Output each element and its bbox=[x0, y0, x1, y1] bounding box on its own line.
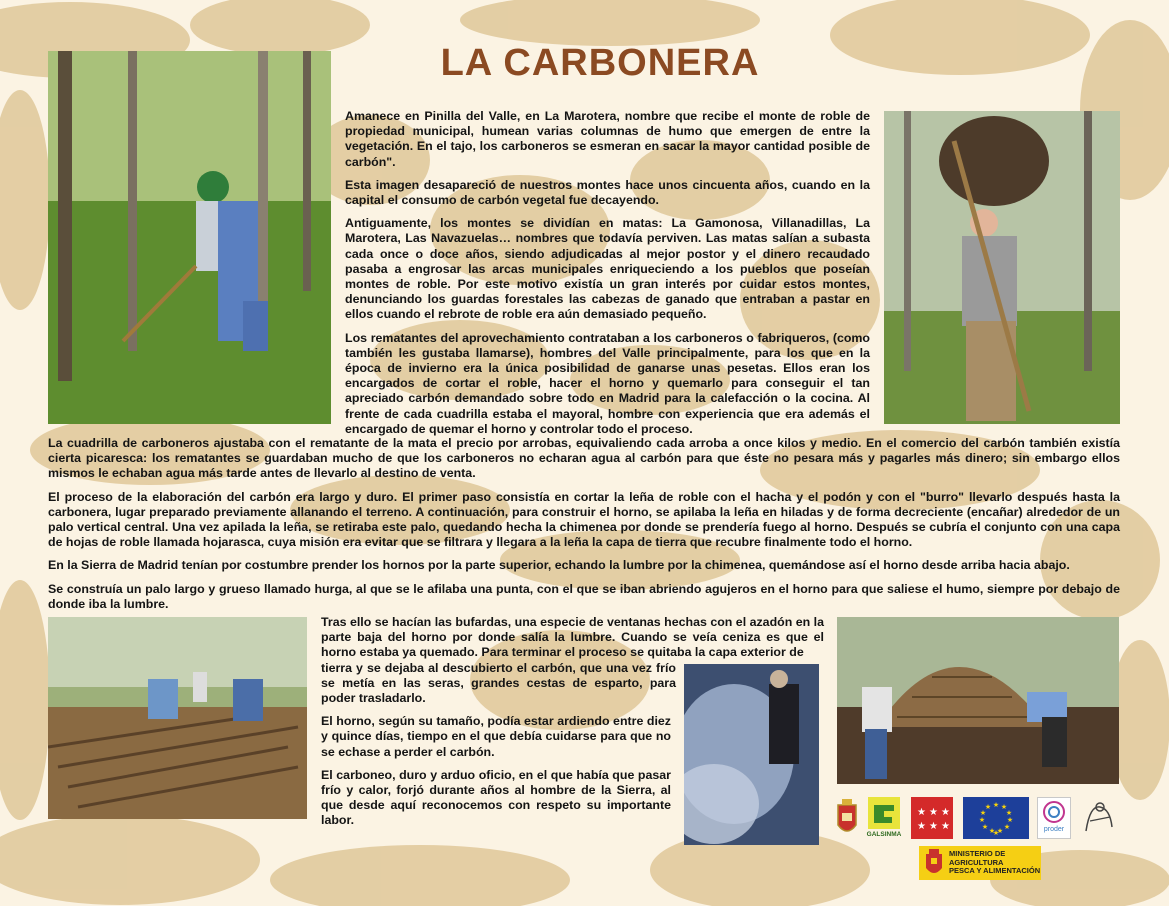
paragraph: La cuadrilla de carboneros ajustaba con el rematante de la mata el precio por arrobas, equivaliendo cada arroba a once kilos y medio. En el comercio del carbón también existía cierta picaresca: los rematantes se guardaban mucho de que los carboneros no echaran agua al carbón para que éste no pesara más y pagarles más dinero; sin embargo ellos mismos le echaban agua más tarde antes de llevarlo al destino de venta. bbox=[48, 436, 1120, 481]
paragraph: Se construía un palo largo y grueso llamado hurga, al que se le afilaba una punta, con el que se iban abriendo agujeros en el horno para que saliese el humo, siempre por debajo de donde iba la lumbre. bbox=[48, 581, 1120, 611]
photo-kiln-workers bbox=[837, 617, 1119, 784]
paragraph: El horno, según su tamaño, podía estar ardiendo entre diez y quince días, tiempo en el que debía cuidarse para que no se echase a perder el carbón. bbox=[321, 714, 671, 759]
svg-text:★: ★ bbox=[1000, 803, 1008, 811]
svg-text:★: ★ bbox=[1005, 809, 1013, 817]
svg-text:★: ★ bbox=[979, 809, 987, 817]
paragraph: Antiguamente, los montes se dividían en matas: La Gamonosa, Villanadillas, La Marotera, Las Navazuelas… nombres que todavía perviven. Las matas salían a subasta cada once o doce años, siendo adjudicadas al mejor postor y el dinero recaudado pasaba a engrosar las arcas municipales enriqueciendo a los pueblos que poseían montes de roble. Por este motivo existía un gran interés por cuidar estos montes, denunciando los guardas forestales las cabezas de ganado que entraban a pastar en ellos cuando el rebrote de roble era aún demasiado pequeño. bbox=[345, 216, 870, 322]
eu-flag-logo bbox=[963, 797, 1029, 839]
paragraph: El carboneo, duro y arduo oficio, en el que había que pasar frío y calor, forjó durante años al hombre de la Sierra, al que desde aquí reconocemos con respeto su importante labor. bbox=[321, 767, 671, 828]
text-column-top bbox=[345, 109, 870, 437]
proder-label: proder bbox=[1043, 826, 1065, 833]
ministerio-label: MINISTERIO DE AGRICULTURA PESCA Y ALIMENTACIÓN bbox=[949, 849, 1041, 876]
svg-text:★: ★ bbox=[984, 803, 992, 811]
photo-smoke-man bbox=[684, 664, 819, 845]
svg-text:★: ★ bbox=[1006, 816, 1014, 824]
figure-sketch-logo bbox=[1080, 797, 1120, 839]
paragraph: Esta imagen desapareció de nuestros montes hace unos cincuenta años, cuando en la capital el consumo de carbón vegetal fue decayendo. bbox=[345, 177, 870, 208]
ministerio-logo bbox=[919, 846, 1041, 880]
svg-text:★: ★ bbox=[917, 807, 926, 818]
svg-text:★: ★ bbox=[996, 827, 1004, 835]
svg-text:★: ★ bbox=[941, 821, 950, 832]
paragraph: Tras ello se hacían las bufardas, una especie de ventanas hechas con el azadón en la parte baja del horno por donde salía la lumbre. Cuando se veía ceniza es que el horno estaba ya quemado. Para terminar el proceso se quitaba la capa exterior de bbox=[321, 615, 824, 660]
madrid-flag-logo bbox=[911, 797, 953, 839]
photo-man-hoeing bbox=[48, 51, 331, 424]
photo-man-carrying-wood bbox=[884, 111, 1120, 424]
page-title: LA CARBONERA bbox=[440, 42, 760, 84]
text-middle-section bbox=[48, 436, 1120, 612]
paragraph: tierra y se dejaba al descubierto el carbón, que una vez frío se metía en las seras, grandes cestas de esparto, para poder trasladarlo. bbox=[321, 660, 676, 706]
galsinma-logo bbox=[866, 797, 902, 839]
svg-text:★: ★ bbox=[941, 807, 950, 818]
photo-stacked-logs-workers bbox=[48, 617, 307, 819]
svg-text:★: ★ bbox=[929, 807, 938, 818]
svg-text:★: ★ bbox=[1003, 823, 1011, 831]
town-crest-logo bbox=[836, 799, 858, 839]
svg-text:★: ★ bbox=[981, 823, 989, 831]
svg-text:★: ★ bbox=[992, 801, 1000, 809]
galsinma-label: GALSINMA bbox=[866, 831, 902, 838]
svg-text:★: ★ bbox=[978, 816, 986, 824]
proder-logo bbox=[1037, 797, 1071, 839]
svg-text:★: ★ bbox=[929, 821, 938, 832]
paragraph: El proceso de la elaboración del carbón era largo y duro. El primer paso consistía en cortar la leña de roble con el hacha y el podón y con el "burro" llevarlo después hasta la carbonera, lugar preparado previamente allanando el terreno. A continuación, para construir el horno, se apilaba la leña en hiladas y de forma decreciente (encañar) alrededor de un palo vertical central. Una vez apilada la leña, se retiraba este palo, quedando hecha la chimenea por donde se prendería fuego al horno. Después se cubría el conjunto con una capa de hojas de roble llamada hojarasca, cuya misión era evitar que se filtrara y llegara a la leña la capa de tierra que recubre finalmente todo el horno. bbox=[48, 489, 1120, 550]
svg-text:★: ★ bbox=[988, 827, 996, 835]
svg-text:★: ★ bbox=[917, 821, 926, 832]
svg-text:★: ★ bbox=[992, 829, 1000, 837]
paragraph: Los rematantes del aprovechamiento contrataban a los carboneros o fabriqueros, (como también les gustaba llamarse), hombres del Valle principalmente, para los que en la época de invierno era la única posibilidad de ganarse unas pesetas. Ellos eran los encargados de cortar el roble, hacer el horno y quemarlo para conseguir el tan apreciado carbón demandado sobre todo en Madrid para la calefacción o la cocina. Al frente de cada cuadrilla estaba el mayoral, hombre con experiencia que era además el encargado de quemar el horno y controlar todo el proceso. bbox=[345, 330, 870, 436]
paragraph: En la Sierra de Madrid tenían por costumbre prender los hornos por la parte superior, echando la lumbre por la chimenea, quemándose así el horno desde arriba hacia abajo. bbox=[48, 558, 1070, 573]
paragraph: Amanece en Pinilla del Valle, en La Marotera, nombre que recibe el monte de roble de propiedad municipal, humean varias columnas de humo que emergen de entre la vegetación. En el tajo, los carboneros se esmeran en sacar la mayor cantidad posible de carbón". bbox=[345, 109, 870, 169]
